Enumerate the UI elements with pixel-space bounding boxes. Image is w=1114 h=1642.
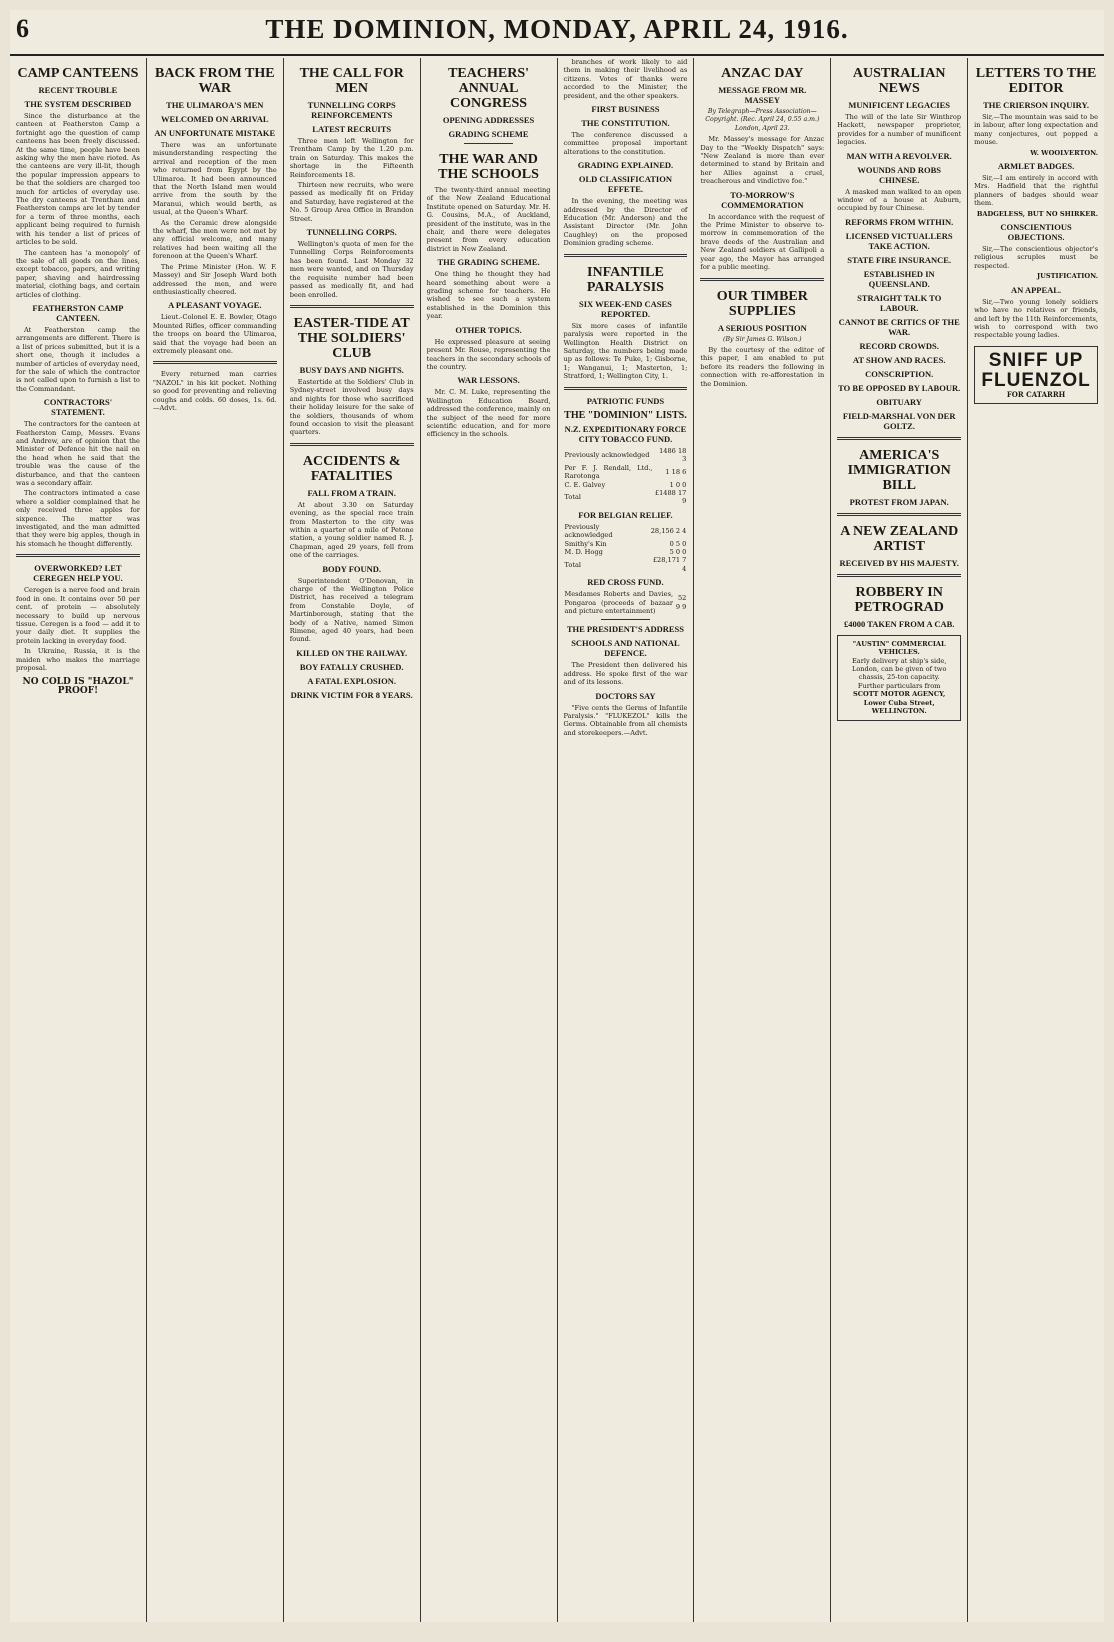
paragraph: One thing he thought they had heard something about were a grading scheme for teachers. He wished to see such a system established in the Dominion this year. — [426, 270, 551, 321]
paragraph: Wellington's quota of men for the Tunnelling Corps Reinforcements has been found. Last Monday 32 men were wanted, and on Thursday the requisite number had been passed as medically fit, and had been enrolled. — [289, 240, 414, 299]
advert-word: FLUENZOL — [981, 369, 1091, 391]
paragraph: In the evening, the meeting was addressed by the Director of Education (Mr. Anderson) and the Assistant Director (Mr. John Caughley) on the proposed Dominion grading scheme. — [563, 197, 688, 248]
divider — [700, 278, 824, 281]
byline: By Telegraph—Press Association—Copyright. (Rec. April 24, 0.55 a.m.) London, April 23. — [705, 108, 820, 132]
paragraph: By the courtesy of the editor of this paper, I am enabled to put before its readers the following in connection with re-afforestation in the Dominion. — [700, 345, 825, 388]
divider — [464, 143, 514, 144]
paragraph: A masked man walked to an open window of a house at Auburn, occupied by four Chinese. — [837, 187, 962, 213]
paragraph: Six more cases of infantile paralysis were reported in the Wellington Health District on Saturday, the numbers being made up as follows: Te Puke, 1; Gisborne, 1; Wanganui, 1; Masterton, 1; Stratford, 1; Wellington City, 1. — [563, 321, 688, 381]
subhead: TO BE OPPOSED BY LABOUR. — [838, 382, 961, 393]
headline-camp-canteens: CAMP CANTEENS — [17, 66, 139, 81]
subhead: AT SHOW AND RACES. — [852, 354, 946, 365]
headline-timber-supplies: OUR TIMBER SUPPLIES — [716, 288, 808, 319]
divider — [837, 574, 961, 577]
table-row: Mesdames Roberts and Davies, Pongaroa (proceeds of bazaar and picture entertainment) 52 9 9 — [564, 590, 687, 616]
subhead: TUNNELLING CORPS REINFORCEMENTS — [307, 100, 396, 120]
subhead: AN UNFORTUNATE MISTAKE — [154, 128, 276, 138]
letter-signature: BADGELESS, BUT NO SHIRKER. — [976, 209, 1098, 218]
headline-war-and-schools: THE WAR AND THE SCHOOLS — [438, 152, 539, 182]
subhead: STATE FIRE INSURANCE. — [847, 254, 952, 265]
advert-text: Early delivery at ship's side, London, can be given of two chassis, 25-ton capacity. — [851, 656, 947, 682]
subhead: FIRST BUSINESS — [591, 104, 660, 115]
subhead: CONSCIENTIOUS OBJECTIONS. — [1000, 222, 1072, 243]
subhead: CONTRACTORS' STATEMENT. — [43, 397, 113, 418]
subhead: OLD CLASSIFICATION EFFETE. — [578, 174, 672, 195]
paragraph: In Ukraine, Russia, it is the maiden who makes the marriage proposal. — [16, 647, 140, 672]
subhead: GRADING EXPLAINED. — [577, 160, 674, 171]
subhead: CONSCRIPTION. — [865, 368, 934, 379]
paragraph: The will of the late Sir Winthrop Hackett, newspaper proprietor, provides for a number of munificent legacies. — [837, 113, 962, 147]
table-row: Previously acknowledged 1486 18 3 — [564, 446, 687, 464]
austin-advert — [837, 635, 961, 721]
newspaper-page — [10, 10, 1104, 1622]
paragraph: Ceregen is a nerve food and brain food in one. It contains over 50 per cent. of protein — absolutely necessary to build up nervous tissue. Ceregen is a food — add it to your daily diet. It supplies the protein lacking in everyday food. — [16, 586, 140, 645]
paragraph: The contractors for the canteen at Featherston Camp, Messrs. Evans and Andrew, are of opinion that the Minister of Defence hit the nail on the head when he said that the trouble was the cause of the disturbance, and that the canteen was a secondary affair. — [16, 420, 140, 488]
fund-table-tobacco — [564, 447, 688, 506]
subhead: LATEST RECRUITS — [312, 124, 392, 134]
divider — [601, 619, 651, 620]
column-7 — [830, 58, 967, 1622]
headline-robbery-petrograd: ROBBERY IN PETROGRAD — [854, 584, 944, 615]
advert-street: Lower Cuba Street, — [863, 698, 935, 707]
page-number: 6 — [16, 14, 29, 43]
headline-call-for-men: THE CALL FOR MEN — [299, 66, 404, 96]
subhead: AN APPEAL. — [1011, 284, 1062, 295]
paragraph: Since the disturbance at the canteen at Featherston Camp a fortnight ago the question of camp canteens has been freely discussed. At the same time, people have been asking why the men have rioted. As the canteens are very ill-lit, though the popular impression appears to be that the soldiers are charged too much for articles of everyday use. The dry canteens at Trentham and Featherston camps are let by tender for a term of three months, each applicant being required to furnish with his tender a list of prices of articles to be sold. — [16, 112, 140, 247]
paragraph: Superintendent O'Donovan, in charge of the Wellington Police District, has received a telegram from Constable Doyle, of Martinborough, stating that the body of a Native, named Simon Rimene, aged 40 years, had been found. — [289, 576, 414, 644]
advert-title: "AUSTIN" COMMERCIAL VEHICLES. — [852, 639, 946, 657]
paragraph: Mr. C. M. Luke, representing the Wellington Education Board, addressed the conference, mainly on the subject of the need for more scientific education, and for more efficiency in the schools. — [426, 388, 551, 439]
subhead: PATRIOTIC FUNDS — [586, 395, 665, 406]
subhead: TUNNELLING CORPS. — [306, 227, 397, 238]
paragraph: At Featherston camp the arrangements are different. There is a list of prices submitted, but it is a short one, though it includes a number of articles of everyday need, for the sale of which the contractor is not called upon to furnish a list to the Commandant. — [16, 325, 140, 393]
table-row: Total £28,171 7 4 — [564, 556, 687, 573]
subhead: A PLEASANT VOYAGE. — [168, 300, 262, 311]
subhead: TO-MORROW'S COMMEMORATION — [721, 189, 804, 210]
subhead: THE CRIERSON INQUIRY. — [983, 100, 1090, 110]
subhead: WELCOMED ON ARRIVAL — [161, 114, 269, 124]
subhead: THE ULIMAROA'S MEN — [166, 100, 264, 110]
subhead: RECENT TROUBLE — [38, 85, 118, 95]
subhead: MUNIFICENT LEGACIES — [848, 100, 950, 110]
subhead: BOY FATALLY CRUSHED. — [299, 661, 404, 672]
advert-line: NO COLD IS "HAZOL" PROOF! — [22, 677, 134, 696]
divider — [153, 361, 277, 364]
subhead: DOCTORS SAY — [595, 690, 656, 701]
paragraph: Every returned man carries "NAZOL" in his kit pocket. Nothing so good for preventing and relieving coughs and colds. 60 doses, 1s. 6d.—Advt. — [152, 370, 277, 412]
paragraph: Mr. Massey's message for Anzac Day to the "Weekly Dispatch" says: "New Zealand is more than ever determined to stand by Britain and her Allies against a cruel, treacherous and vindictive foe." — [700, 135, 825, 186]
headline-eastertide: EASTER-TIDE AT THE SOLDIERS' CLUB — [293, 315, 410, 361]
paragraph: The President then delivered his address. He spoke first of the war and of its lessons. — [563, 661, 688, 687]
subhead: THE GRADING SCHEME. — [437, 257, 540, 268]
column-3 — [283, 58, 420, 1622]
subhead: KILLED ON THE RAILWAY. — [296, 647, 408, 658]
subhead: ESTABLISHED IN QUEENSLAND. — [863, 268, 935, 289]
table-row: Per F. J. Rendall, Ltd., Rarotonga 1 18 6 — [564, 463, 687, 481]
paragraph: Eastertide at the Soldiers' Club in Sydney-street involved busy days and nights for those who sacrificed their holiday leisure for the sake of the soldiers, thousands of whom found occasion to visit the pleasant quarters. — [289, 377, 414, 437]
subhead: SCHOOLS AND NATIONAL DEFENCE. — [571, 638, 680, 659]
subhead: DRINK VICTIM FOR 8 YEARS. — [290, 689, 413, 700]
fund-table-belgian — [564, 523, 688, 573]
headline-anzac-day: ANZAC DAY — [721, 66, 804, 81]
paragraph: branches of work likely to aid them in making their livelihood as citizens. Votes of thanks were accorded to the Minister, the president, and the other speakers. — [563, 58, 688, 100]
subhead: FIELD-MARSHAL VON DER GOLTZ. — [842, 410, 956, 431]
paragraph: Sir,—The mountain was said to be in labour, after long expectation and many conjectures, out popped a mouse. — [974, 113, 1098, 147]
subhead: RED CROSS FUND. — [587, 577, 664, 588]
subhead: THE PRESIDENT'S ADDRESS — [566, 624, 685, 635]
subhead: MAN WITH A REVOLVER. — [846, 150, 952, 161]
paragraph: Sir,—Two young lonely soldiers who have no relatives or friends, and left by the 11th Reinforcements, wish to correspond with two respectable young ladies. — [974, 297, 1098, 340]
subhead: STRAIGHT TALK TO LABOUR. — [857, 292, 942, 313]
paragraph: "Five cents the Germs of Infantile Paralysis." "FLUKEZOL" kills the Germs. Obtainable from all chemists and storekeepers.—Advt. — [563, 703, 688, 737]
divider — [564, 254, 688, 257]
paragraph: At about 3.30 on Saturday evening, as the special race train from Masterton to the city was within a quarter of a mile of Petone station, a young soldier named R. J. Chapman, aged 29 years, fell from one of the carriages. — [289, 500, 414, 560]
headline-accidents: ACCIDENTS & FATALITIES — [302, 453, 401, 484]
fund-list-title: THE "DOMINION" LISTS. — [564, 409, 687, 421]
paragraph: The conference discussed a committee proposal important alterations to the constitution. — [563, 131, 688, 156]
subhead: THE SYSTEM DESCRIBED — [24, 99, 132, 109]
subhead: WOUNDS AND ROBS CHINESE. — [857, 164, 941, 185]
masthead — [10, 10, 1104, 56]
paragraph: As the Ceramic drew alongside the wharf, the men were not met by any official welcome, and many relatives had been waiting all the forenoon at the Queen's Wharf. — [152, 218, 277, 261]
subhead: OBITUARY — [876, 396, 922, 407]
advert-from: Further particulars from — [857, 681, 941, 690]
subhead: A FATAL EXPLOSION. — [307, 675, 396, 686]
subhead: LICENSED VICTUALLERS TAKE ACTION. — [845, 230, 953, 251]
paragraph: In accordance with the request of the Prime Minister to observe to-morrow in commemoration of the brave deeds of the Australian and New Zealand soldiers at Gallipoli a year ago, the Mayor has arranged for a public meeting. — [700, 212, 825, 272]
headline-nz-artist: A NEW ZEALAND ARTIST — [840, 523, 959, 554]
paragraph: Thirteen new recruits, who were passed as medically fit on Friday and Saturday, have registered at the No. 5 Group Area Office in Brandon Street. — [289, 181, 414, 223]
subhead: RECORD CROWDS. — [859, 340, 939, 351]
column-1 — [10, 58, 146, 1622]
table-row: M. D. Hogg 5 0 0 — [564, 548, 687, 556]
subhead: GRADING SCHEME — [448, 129, 529, 139]
divider — [837, 513, 961, 516]
paragraph: Three men left Wellington for Trentham Camp by the 1.20 p.m. train on Saturday. This makes the shortage in the Fifteenth Reinforcements 18. — [289, 137, 414, 179]
letter-signature: JUSTIFICATION. — [1036, 272, 1098, 281]
subhead: SIX WEEK-END CASES REPORTED. — [578, 298, 672, 319]
advert-city: WELLINGTON. — [871, 707, 927, 716]
advert-word: FOR CATARRH — [1006, 389, 1066, 399]
subhead: BODY FOUND. — [322, 563, 382, 574]
headline-infantile-paralysis: INFANTILE PARALYSIS — [586, 264, 664, 295]
divider — [290, 305, 414, 308]
subhead: OTHER TOPICS. — [455, 324, 522, 335]
subhead: PROTEST FROM JAPAN. — [849, 496, 949, 507]
subhead: OVERWORKED? LET CEREGEN HELP YOU. — [33, 563, 123, 584]
paragraph: The canteen has 'a monopoly' of the sale of all goods on the lines, except tobacco, papers, and writing paper, shaving and hairdressing material, clothing bags, and certain articles of clothing. — [16, 248, 140, 299]
paragraph: Lieut.-Colonel E. E. Bowler, Otago Mounted Rifles, officer commanding the troops on board the Ulimaroa, said that the voyage had been an extremely pleasant one. — [152, 313, 277, 355]
fund-table-redcross — [564, 590, 688, 615]
paragraph: He expressed pleasure at seeing present Mr. Rouse, representing the teachers in the secondary schools of the country. — [426, 337, 551, 371]
subhead: THE CONSTITUTION. — [581, 118, 670, 129]
column-5 — [557, 58, 694, 1622]
subhead: WAR LESSONS. — [457, 375, 520, 386]
subhead: REFORMS FROM WITHIN. — [845, 216, 954, 227]
headline-back-from-war: BACK FROM THE WAR — [155, 66, 275, 96]
subhead: FALL FROM A TRAIN. — [307, 487, 396, 498]
fluenzol-advert — [974, 346, 1098, 404]
paragraph: Sir,—I am entirely in accord with Mrs. Hadfield that the rightful planners of badges should wear them. — [974, 174, 1098, 208]
headline-australian-news: AUSTRALIAN NEWS — [852, 66, 946, 96]
table-row: C. E. Galvey 1 0 0 — [564, 480, 687, 489]
dateline: THE DOMINION, MONDAY, APRIL 24, 1916. — [265, 14, 849, 44]
subhead: £4000 TAKEN FROM A CAB. — [843, 618, 955, 629]
subhead: ARMLET BADGES. — [997, 161, 1075, 172]
headline-teachers-congress: TEACHERS' ANNUAL CONGRESS — [448, 66, 530, 111]
columns — [10, 58, 1104, 1622]
paragraph: There was an unfortunate misunderstanding respecting the arrival and reception of the men who returned from Egypt by the Ulimaroa. It had been announced that the North Island men would arrive from the south by the Maranui, which would berth, as usual, at the Queen's Wharf. — [152, 141, 277, 217]
subhead: CANNOT BE CRITICS OF THE WAR. — [838, 316, 960, 337]
divider — [16, 554, 140, 557]
subhead: FEATHERSTON CAMP CANTEEN. — [32, 302, 124, 323]
table-row: Smithy's Kin 0 5 0 — [564, 539, 687, 548]
subhead: OPENING ADDRESSES — [442, 115, 535, 125]
subhead: MESSAGE FROM MR. MASSEY — [718, 85, 807, 105]
advert-word: SNIFF UP — [988, 349, 1084, 371]
column-6 — [693, 58, 830, 1622]
letter-signature: W. WOOLVERTON. — [1030, 148, 1098, 157]
column-4 — [420, 58, 557, 1622]
paragraph: The Prime Minister (Hon. W. F. Massey) and Sir Joseph Ward both addressed the men, and were enthusiastically cheered. — [152, 262, 277, 296]
subhead: RECEIVED BY HIS MAJESTY. — [839, 557, 959, 568]
column-8 — [967, 58, 1104, 1622]
paragraph: The contractors intimated a case where a soldier complained that he only received three apples for sixpence. The matter was investigated, and the man admitted that they were big apples, though in his stomach he thought differently. — [16, 489, 140, 548]
divider — [564, 387, 688, 390]
advert-agent: SCOTT MOTOR AGENCY, — [853, 690, 946, 699]
subhead: N.Z. EXPEDITIONARY FORCE CITY TOBACCO FUND. — [564, 423, 687, 444]
subhead: A SERIOUS POSITION — [717, 322, 807, 333]
column-2 — [146, 58, 283, 1622]
paragraph: The twenty-third annual meeting of the New Zealand Educational Institute opened on Saturday. Mr. H. G. Cousins, M.A., of Auckland, president of the institute, was in the chair, and there were delegates present from every education district in New Zealand. — [426, 186, 551, 253]
subhead: BUSY DAYS AND NIGHTS. — [299, 364, 404, 375]
divider — [837, 437, 961, 440]
divider — [290, 443, 414, 446]
headline-letters-to-editor: LETTERS TO THE EDITOR — [975, 66, 1097, 96]
headline-immigration-bill: AMERICA'S IMMIGRATION BILL — [847, 447, 951, 493]
paragraph: Sir,—The conscientious objector's religious scruples must be respected. — [974, 245, 1098, 270]
table-row: Total £1488 17 9 — [564, 488, 687, 506]
byline: (By Sir James G. Wilson.) — [723, 335, 802, 343]
table-row: Previously acknowledged 28,156 2 4 — [564, 522, 687, 540]
subhead: FOR BELGIAN RELIEF. — [578, 509, 673, 520]
